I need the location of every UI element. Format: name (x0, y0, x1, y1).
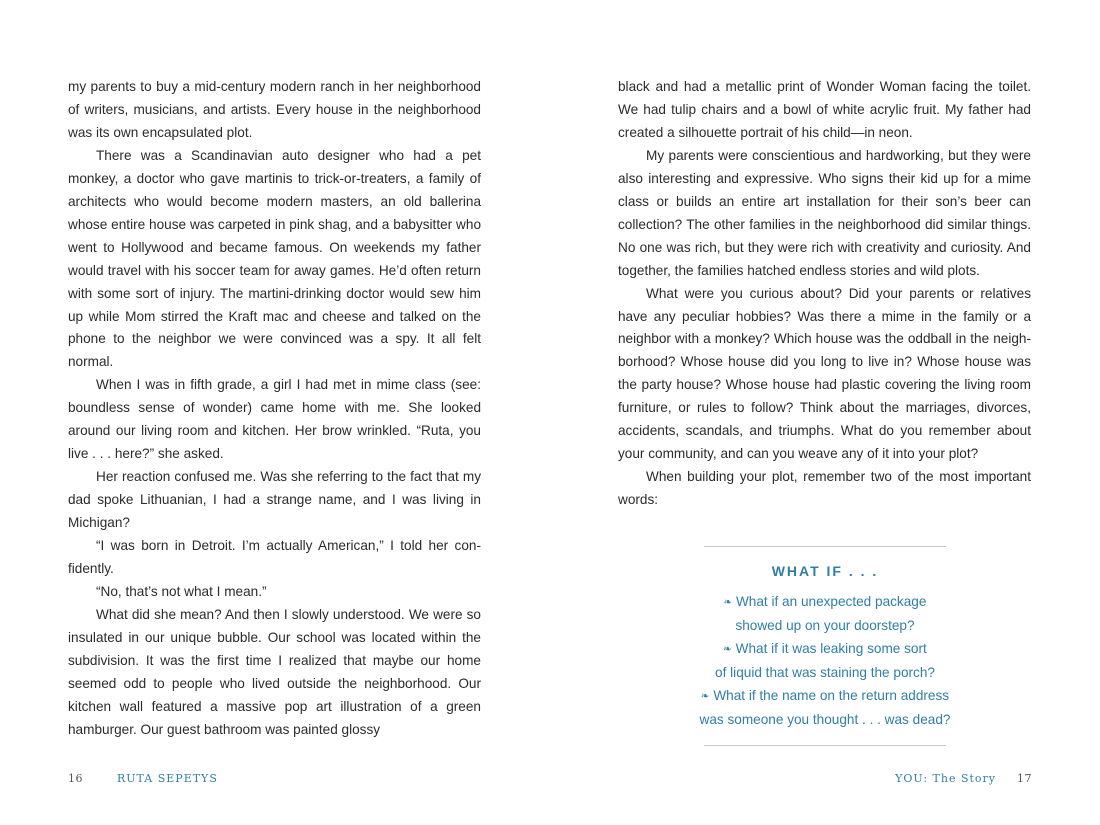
paragraph: When I was in fifth grade, a girl I had met in mime class (see: boundless sense of wonder) came home with me. She looked around our living room and kitchen. Her brow wrinkled. “Ruta, you live . . . here?” she asked. (68, 377, 481, 462)
paragraph: What were you curious about? Did your parents or relatives have any peculiar hobbies? Was there a mime in the family or a neighbor with a monkey? Which house was the oddball in the neighborhood? Whose house did you long to live in? Whose house was the party house? Whose house had plastic covering the living room furniture, or rules to follow? Think about the marriages, divorces, accidents, scandals, and triumphs. What do you remember about your community, and can you weave any of it into your plot? (618, 285, 1031, 462)
whatif-heading: WHAT IF . . . (771, 563, 879, 579)
left-body-text (68, 76, 481, 742)
running-head-author: RUTA SEPETYS (117, 772, 218, 785)
whatif-list (550, 591, 1100, 732)
right-body-text (618, 76, 1031, 512)
swirl-bullet-icon: ❧ (723, 643, 732, 655)
paragraph: My parents were conscientious and hardworking, but they were also interesting and expressive. Who signs their kid up for a mime class or builds an entire art installation for their son’s beer can collection? The other families in the neighborhood did similar things. No one was rich, but they were rich with creativity and curiosity. And together, the families hatched endless stories and wild plots. (618, 147, 1031, 278)
divider-top (704, 546, 946, 547)
paragraph: Her reaction confused me. Was she referring to the fact that my dad spoke Lithuanian, I had a strange name, and I was living in Michigan? (68, 469, 481, 531)
paragraph: “I was born in Detroit. I’m actually American,” I told her confidently. (68, 538, 481, 577)
paragraph: What did she mean? And then I slowly understood. We were so insulated in our unique bubble. Our school was located within the subdivision. It was the first time I realized that maybe our home seemed odd to people who lived outside the neighborhood. Our kitchen wall featured a massive pop art illustration of a green hamburger. Our guest bathroom was painted glossy (68, 606, 481, 737)
whatif-line: ❧ What if it was leaking some sort (723, 640, 927, 656)
right-page (550, 0, 1100, 825)
whatif-line: was someone you thought . . . was dead? (699, 711, 951, 727)
whatif-line: showed up on your doorstep? (735, 617, 915, 633)
whatif-line: ❧ What if an unexpected package (723, 594, 927, 609)
paragraph: There was a Scandinavian auto designer who had a pet monkey, a doctor who gave martinis to trick-or-treaters, a family of architects who would become modern masters, an old ballerina whose entire house was carpeted in pink shag, and a babysitter who went to Hollywood and became famous. On weekends my father would travel with his soccer team for away games. He’d often return with some sort of injury. The martini-drinking doctor would sew him up while Mom stirred the Kraft mac and cheese and talked on the phone to the neighbor we were convinced was a spy. It all felt normal. (68, 147, 481, 370)
page-number: 16 (68, 772, 83, 785)
swirl-bullet-icon: ❧ (700, 690, 710, 702)
paragraph: When building your plot, remember two of the most important words: (618, 469, 1031, 508)
running-head-title: YOU: The Story (895, 772, 996, 785)
whatif-line: of liquid that was staining the porch? (715, 664, 935, 680)
paragraph: “No, that’s not what I mean.” (96, 583, 267, 599)
page-number: 17 (1017, 772, 1032, 785)
paragraph: my parents to buy a mid-century modern ranch in her neighborhood of writers, musicians, and artists. Every house in the neighborhood was its own encapsulated plot. (68, 79, 481, 140)
whatif-line: ❧ What if the name on the return address (700, 687, 950, 703)
divider-bottom (704, 745, 946, 746)
paragraph: black and had a metallic print of Wonder Woman facing the toilet. We had tulip chairs and a bowl of white acrylic fruit. My father had created a silhouette portrait of his child—in neon. (618, 79, 1031, 140)
swirl-bullet-icon: ❧ (723, 597, 732, 608)
